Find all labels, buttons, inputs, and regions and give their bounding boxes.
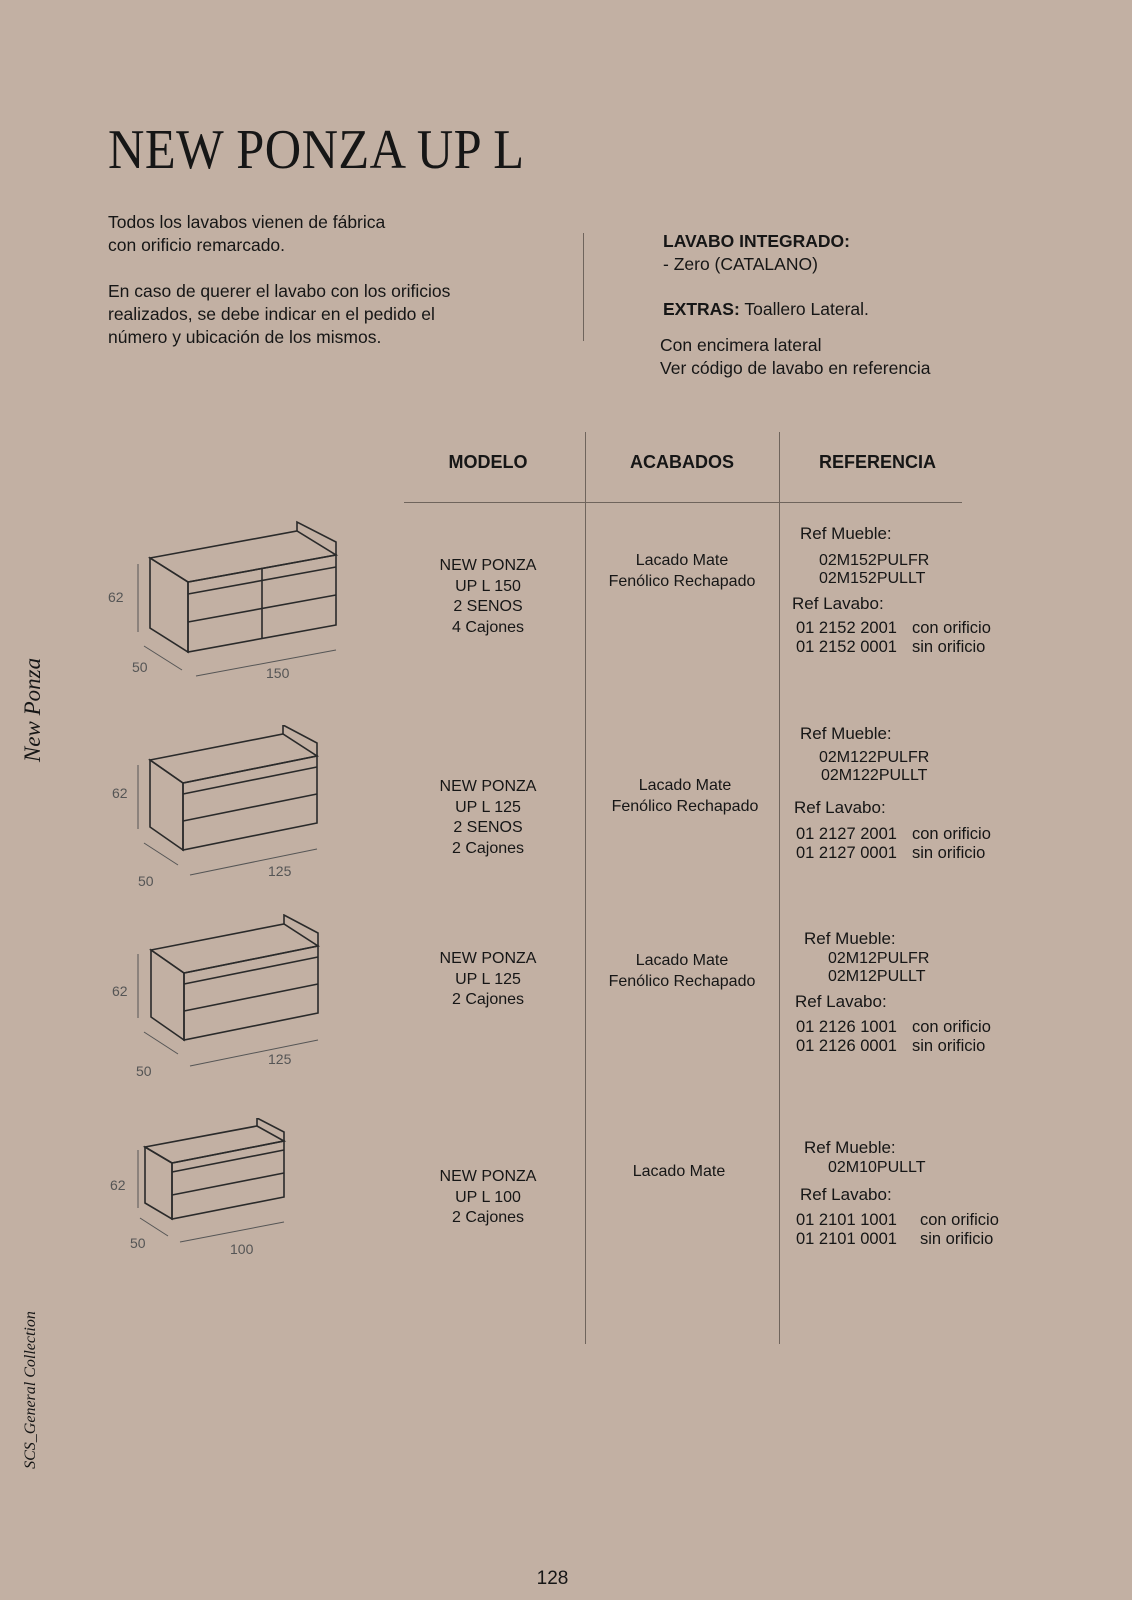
model-line: NEW PONZA: [439, 950, 537, 967]
ref-lavabo-code: 01 2152 2001: [796, 619, 897, 637]
ref-lavabo-desc: sin orificio: [912, 1037, 986, 1055]
ref-lavabo-code: 01 2126 0001: [796, 1037, 897, 1055]
ref-lavabo-label: Ref Lavabo:: [794, 798, 886, 817]
ref-lavabo-desc: con orificio: [920, 1211, 999, 1229]
ref-lavabo-code: 01 2127 2001: [796, 825, 897, 843]
intro-divider: [583, 233, 584, 341]
lavabo-label: LAVABO INTEGRADO:: [663, 231, 850, 251]
model-line: NEW PONZA: [439, 557, 537, 574]
drawer-line: [184, 957, 318, 984]
model-line: UP L 125: [455, 970, 521, 988]
dim-height: 62: [112, 983, 128, 999]
finish-cell: [585, 551, 779, 592]
side-collection-label: New Ponza: [20, 657, 45, 763]
dim-depth: 50: [130, 1235, 146, 1251]
cabinet-side: [150, 760, 183, 850]
drawer-line: [172, 1173, 284, 1195]
model-line: UP L 100: [455, 1188, 521, 1206]
dim-width: 125: [268, 1051, 292, 1067]
table-header-rule: [404, 502, 962, 503]
model-line: 2 Cajones: [451, 1209, 525, 1226]
extras-line: [663, 299, 869, 320]
ref-lavabo-code: 01 2152 0001: [796, 638, 897, 656]
ref-mueble-code: 02M152PULFR: [819, 552, 930, 569]
ref-mueble-code: 02M12PULFR: [828, 950, 930, 967]
ref-lavabo-row: [796, 638, 991, 657]
ref-lavabo-row: [796, 1211, 999, 1230]
cabinet-drawing-150: [100, 520, 360, 695]
lavabo-value: - Zero (CATALANO): [663, 254, 818, 274]
cabinet-top: [145, 1126, 284, 1163]
intro-text: [108, 211, 450, 349]
dim-width: 125: [268, 863, 292, 879]
drawer-line: [183, 794, 317, 821]
ref-lavabo-label: Ref Lavabo:: [800, 1185, 892, 1204]
model-cell: [404, 777, 572, 859]
ref-lavabo-row: [796, 1037, 991, 1056]
reference-cell: [792, 724, 991, 863]
ref-mueble-code: 02M12PULLT: [828, 968, 926, 985]
model-line: 2 Cajones: [451, 991, 525, 1008]
ref-mueble-code: 02M152PULLT: [819, 570, 926, 587]
cabinet-top: [150, 734, 317, 783]
cabinet-top: [151, 924, 318, 973]
notes: [660, 334, 930, 380]
ref-lavabo-desc: con orificio: [912, 619, 991, 637]
dim-depth: 50: [138, 873, 154, 889]
finish-line: Lacado Mate: [635, 552, 729, 569]
dim-width: 150: [266, 665, 290, 681]
note-line: Ver código de lavabo en referencia: [660, 358, 931, 378]
model-cell: [404, 1167, 572, 1229]
cabinet-side: [150, 558, 188, 652]
ref-lavabo-desc: con orificio: [912, 825, 991, 843]
reference-cell: [792, 1138, 999, 1249]
ref-lavabo-desc: sin orificio: [912, 638, 986, 656]
ref-lavabo-label: Ref Lavabo:: [792, 594, 884, 613]
cabinet-drawing-125: [100, 725, 360, 895]
finish-line: Fenólico Rechapado: [608, 572, 756, 590]
ref-lavabo-row: [796, 619, 991, 638]
model-line: 4 Cajones: [451, 618, 525, 636]
extras-value: Toallero Lateral.: [739, 299, 869, 319]
model-line: NEW PONZA: [439, 778, 537, 795]
finish-line: Fenólico Rechapado: [611, 797, 759, 815]
dim-depth: 50: [132, 659, 148, 675]
intro-line: realizados, se debe indicar en el pedido el: [108, 304, 435, 324]
cabinet-backsplash: [283, 725, 317, 756]
ref-mueble-code: 02M122PULLT: [821, 767, 928, 784]
model-line: 2 SENOS: [453, 819, 523, 836]
table-divider: [779, 432, 780, 1344]
cabinet-drawing-100: [100, 1118, 300, 1268]
model-line: UP L 125: [455, 798, 521, 816]
ref-mueble-label: Ref Mueble:: [804, 929, 896, 948]
page-title: NEW PONZA UP L: [108, 119, 525, 181]
reference-cell: [792, 524, 991, 657]
ref-lavabo-code: 01 2101 0001: [796, 1230, 897, 1248]
ref-mueble-label: Ref Mueble:: [800, 724, 892, 743]
extras-label: EXTRAS:: [663, 299, 740, 319]
ref-lavabo-row: [796, 825, 991, 844]
header-acabados: ACABADOS: [629, 452, 734, 472]
header-referencia: REFERENCIA: [818, 452, 936, 472]
ref-lavabo-desc: sin orificio: [920, 1230, 994, 1248]
cabinet-drawing-125: [100, 914, 360, 1084]
cabinet-side: [151, 950, 184, 1040]
dim-depth: 50: [136, 1063, 152, 1079]
ref-lavabo-desc: sin orificio: [912, 844, 986, 862]
model-cell: [404, 949, 572, 1011]
page-number: 128: [536, 1568, 569, 1589]
ref-lavabo-code: 01 2101 1001: [796, 1211, 897, 1229]
intro-line: número y ubicación de los mismos.: [108, 327, 382, 347]
note-line: Con encimera lateral: [660, 335, 822, 355]
side-footer-label: SCS_General Collection: [22, 1311, 39, 1469]
cabinet-backsplash: [257, 1118, 284, 1141]
ref-lavabo-code: 01 2126 1001: [796, 1018, 897, 1036]
ref-lavabo-row: [796, 844, 991, 863]
cabinet-backsplash: [284, 915, 318, 946]
ref-lavabo-desc: con orificio: [912, 1018, 991, 1036]
ref-mueble-label: Ref Mueble:: [804, 1138, 896, 1157]
cabinet-backsplash: [297, 522, 336, 555]
ref-lavabo-row: [796, 1018, 991, 1037]
ref-lavabo-code: 01 2127 0001: [796, 844, 897, 862]
finish-cell: [585, 1162, 773, 1183]
intro-line: Todos los lavabos vienen de fábrica: [108, 212, 386, 232]
drawer-line: [183, 767, 317, 794]
dim-height: 62: [108, 589, 124, 605]
ref-lavabo-label: Ref Lavabo:: [795, 992, 887, 1011]
intro-line: con orificio remarcado.: [108, 235, 286, 255]
model-line: NEW PONZA: [439, 1168, 537, 1185]
ref-mueble-label: Ref Mueble:: [800, 524, 892, 543]
ref-lavabo-row: [796, 1230, 999, 1249]
drawer-line: [184, 984, 318, 1011]
dim-height: 62: [112, 785, 128, 801]
dim-width: 100: [230, 1241, 254, 1257]
cabinet-top: [150, 531, 336, 582]
model-cell: [404, 556, 572, 638]
intro-line: En caso de querer el lavabo con los orificios: [108, 281, 451, 301]
reference-cell: [792, 929, 991, 1056]
finish-line: Fenólico Rechapado: [608, 972, 756, 990]
finish-line: Lacado Mate: [635, 952, 729, 969]
finish-cell: [585, 951, 779, 992]
model-line: 2 Cajones: [451, 839, 525, 857]
model-line: UP L 150: [455, 577, 521, 595]
header-modelo: MODELO: [448, 452, 528, 472]
finish-line: Lacado Mate: [638, 777, 732, 794]
finish-cell: [585, 776, 785, 817]
cabinet-side: [145, 1147, 172, 1219]
model-line: 2 SENOS: [453, 598, 523, 615]
drawer-line: [172, 1150, 284, 1172]
ref-mueble-code: 02M10PULLT: [828, 1159, 926, 1176]
finish-line: Lacado Mate: [632, 1163, 726, 1180]
ref-mueble-code: 02M122PULFR: [819, 749, 930, 766]
dim-height: 62: [110, 1177, 126, 1193]
